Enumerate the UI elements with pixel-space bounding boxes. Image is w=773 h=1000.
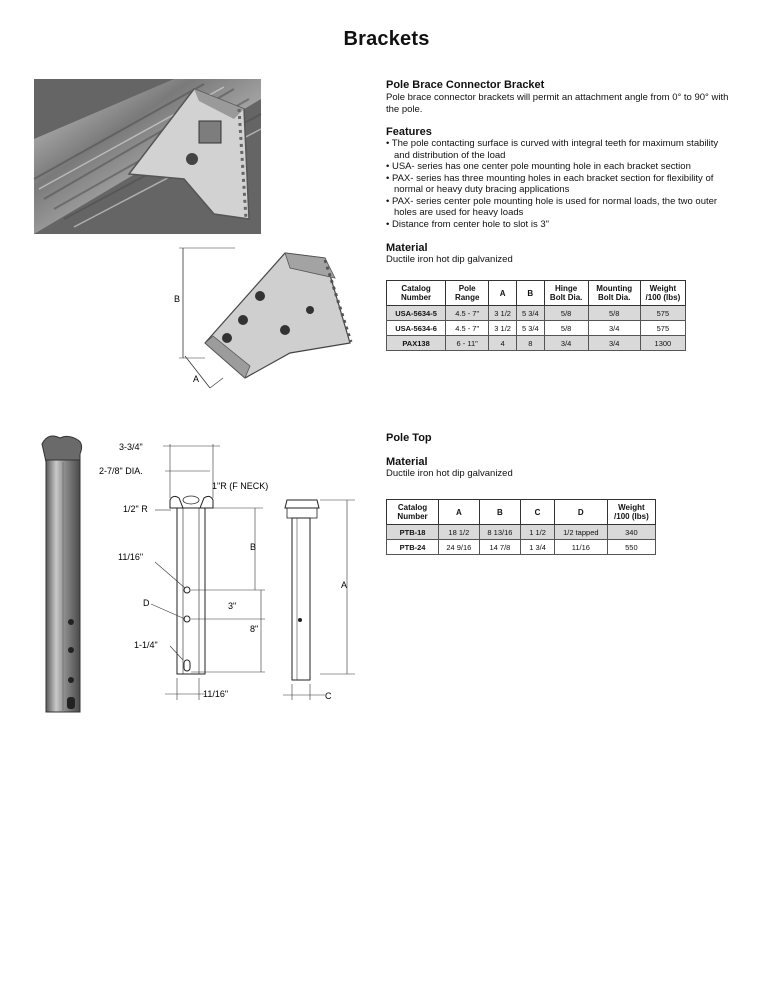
table-row [387, 336, 686, 351]
column-header: Catalog Number [387, 281, 446, 306]
pole-top-dimension-diagram [99, 438, 360, 703]
table-cell: 11/16 [554, 540, 607, 555]
section-intro: Pole brace connector brackets will permit an attachment angle from 0° to 90° with the pole. [386, 92, 729, 115]
table-cell: USA-5634-5 [387, 306, 446, 321]
dim-label-b: B [174, 294, 181, 304]
material-text: Ductile iron hot dip galvanized [386, 468, 513, 479]
material-text: Ductile iron hot dip galvanized [386, 254, 513, 265]
dim-label-three: 3" [228, 601, 237, 611]
list-item: • USA- series has one center pole mounting hole in each bracket section [386, 161, 731, 173]
table-cell: PTB-18 [387, 525, 439, 540]
table-cell: 8 [516, 336, 544, 351]
table-row [387, 525, 656, 540]
material-heading: Material [386, 456, 428, 468]
table-cell: 5/8 [544, 321, 588, 336]
dim-label-half-r: 1/2" R [123, 504, 148, 514]
section-heading: Pole Brace Connector Bracket [386, 79, 545, 91]
table-cell: 4.5 - 7" [446, 306, 489, 321]
dim-label-b: B [250, 542, 257, 552]
table-cell: 5/8 [544, 306, 588, 321]
table-cell: 1 3/4 [521, 540, 555, 555]
pole-top-section [386, 432, 731, 480]
table-cell: 4.5 - 7" [446, 321, 489, 336]
table-cell: 5 3/4 [516, 321, 544, 336]
pole-brace-table [386, 280, 686, 351]
column-header: C [521, 500, 555, 525]
table-cell: 4 [489, 336, 517, 351]
table-cell: 1 1/2 [521, 525, 555, 540]
dim-label-a: A [341, 580, 348, 590]
dim-label-hole: 11/16" [118, 552, 144, 562]
column-header: D [554, 500, 607, 525]
column-header: Hinge Bolt Dia. [544, 281, 588, 306]
page-title: Brackets [343, 28, 430, 50]
dim-label-c: C [325, 691, 332, 701]
table-cell: 8 13/16 [479, 525, 521, 540]
material-heading: Material [386, 242, 428, 254]
table-row [387, 540, 656, 555]
table-cell: PAX138 [387, 336, 446, 351]
table-cell: 3/4 [544, 336, 588, 351]
pole-brace-section [386, 79, 731, 266]
table-cell: USA-5634-6 [387, 321, 446, 336]
list-item: • The pole contacting surface is curved with integral teeth for maximum stability and distribution of the load [386, 138, 731, 161]
table-cell: 3 1/2 [489, 321, 517, 336]
dim-label-bottom: 11/16" [203, 689, 229, 699]
table-cell: 3/4 [588, 321, 640, 336]
column-header: Pole Range [446, 281, 489, 306]
list-item: • PAX- series center pole mounting hole is used for normal loads, the two outer holes are used for heavy loads [386, 196, 731, 219]
bracket-dimension-diagram [165, 238, 355, 396]
table-header-row [387, 281, 686, 306]
pole-top-table [386, 499, 656, 555]
list-item: • PAX- series has three mounting holes in each bracket section for flexibility of normal or heavy duty bracing applications [386, 173, 731, 196]
table-cell: 575 [640, 306, 685, 321]
pole-brace-table-wrap [386, 280, 686, 351]
list-item: • Distance from center hole to slot is 3" [386, 219, 731, 231]
table-cell: 14 7/8 [479, 540, 521, 555]
table-cell: 6 - 11" [446, 336, 489, 351]
table-cell: 3/4 [588, 336, 640, 351]
pole-top-table-wrap [386, 499, 656, 555]
table-row [387, 321, 686, 336]
table-row [387, 306, 686, 321]
dim-label-d: D [143, 598, 150, 608]
table-cell: 1/2 tapped [554, 525, 607, 540]
dim-label-eight: 8" [250, 624, 259, 634]
table-cell: 18 1/2 [439, 525, 480, 540]
table-cell: 5 3/4 [516, 306, 544, 321]
features-list [386, 138, 731, 230]
column-header: A [439, 500, 480, 525]
table-cell: 550 [607, 540, 655, 555]
dim-label-top-width: 3-3/4" [119, 442, 143, 452]
dim-label-dia: 2-7/8" DIA. [99, 466, 143, 476]
column-header: Catalog Number [387, 500, 439, 525]
column-header: B [516, 281, 544, 306]
table-cell: 24 9/16 [439, 540, 480, 555]
dim-label-one-quarter: 1-1/4" [134, 640, 158, 650]
dim-label-neck: 1"R (F NECK) [212, 481, 269, 491]
table-header-row [387, 500, 656, 525]
features-heading: Features [386, 126, 432, 138]
column-header: B [479, 500, 521, 525]
table-cell: PTB-24 [387, 540, 439, 555]
column-header: Weight /100 (lbs) [640, 281, 685, 306]
dim-label-a: A [193, 374, 200, 384]
table-cell: 3 1/2 [489, 306, 517, 321]
table-cell: 575 [640, 321, 685, 336]
column-header: A [489, 281, 517, 306]
table-cell: 340 [607, 525, 655, 540]
section-heading: Pole Top [386, 432, 432, 444]
column-header: Mounting Bolt Dia. [588, 281, 640, 306]
table-cell: 5/8 [588, 306, 640, 321]
table-cell: 1300 [640, 336, 685, 351]
bracket-photo [34, 79, 261, 234]
column-header: Weight /100 (lbs) [607, 500, 655, 525]
pole-top-photo [38, 432, 90, 717]
